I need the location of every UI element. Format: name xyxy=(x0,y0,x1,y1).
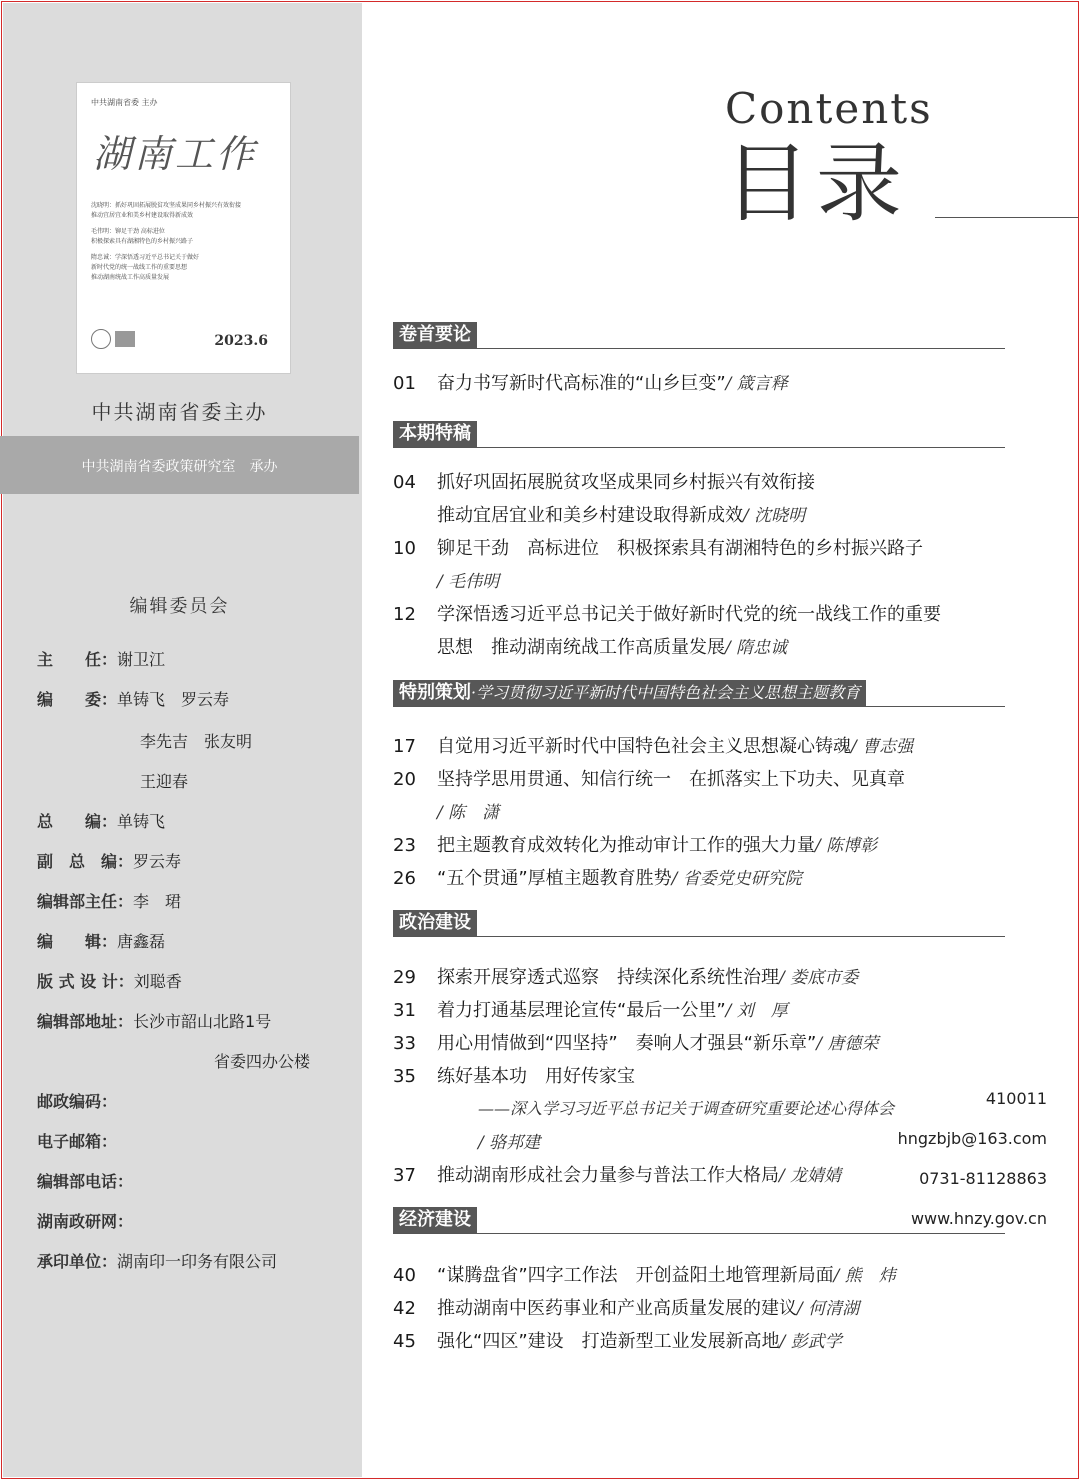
staff-value: www.hnzy.gov.cn xyxy=(910,1209,1047,1228)
contents-heading-zh: 目录 xyxy=(724,134,908,234)
toc-entry[interactable]: 10 铆足干劲 高标进位 积极探索具有湖湘特色的乡村振兴路子 xyxy=(393,538,923,559)
cover-brand: 湖南工作 xyxy=(93,132,258,176)
staff-value: hngzbjb@163.com xyxy=(897,1129,1047,1148)
cover-line: 毛伟明：铆足干劲 高标进位 积极探索具有湖湘特色的乡村振兴路子 xyxy=(91,228,194,245)
toc-entry-cont: / 骆邦建 xyxy=(478,1133,541,1153)
section-header: 特别策划·学习贯彻习近平新时代中国特色社会主义思想主题教育 xyxy=(393,680,1005,707)
staff-row: 湖南政研网： xyxy=(37,1212,134,1231)
section-header: 卷首要论 xyxy=(393,322,1005,349)
board-title: 编辑委员会 xyxy=(129,596,230,617)
cover-line: 隋忠诚：学深悟透习近平总书记关于做好 新时代党的统一战线工作的重要思想 推动湖南统战工作高质量发展 xyxy=(91,254,200,281)
staff-row: 省委四办公楼 xyxy=(214,1052,311,1071)
toc-entry[interactable]: 29 探索开展穿透式巡察 持续深化系统性治理/ 娄底市委 xyxy=(393,967,859,988)
section-header: 政治建设 xyxy=(393,910,1005,937)
toc-entry[interactable]: 04 抓好巩固拓展脱贫攻坚成果同乡村振兴有效衔接 xyxy=(393,472,815,493)
organizer: 中共湖南省委政策研究室 承办 xyxy=(81,459,278,475)
staff-value: 0731-81128863 xyxy=(919,1169,1047,1188)
toc-entry[interactable]: 42 推动湖南中医药事业和产业高质量发展的建议/ 何清湖 xyxy=(393,1298,860,1319)
toc-entry-cont: 推动宜居宜业和美乡村建设取得新成效/ 沈晓明 xyxy=(437,505,806,526)
toc-entry[interactable]: 23 把主题教育成效转化为推动审计工作的强大力量/ 陈博彰 xyxy=(393,835,878,856)
toc-entry[interactable]: 33 用心用情做到“四坚持” 奏响人才强县“新乐章”/ 唐德荣 xyxy=(393,1033,879,1054)
cover-issue: 2023.6 xyxy=(214,333,268,349)
cover-seal-icon xyxy=(91,329,111,349)
staff-row: 总 编：单铸飞 xyxy=(37,812,166,831)
staff-row: 编 辑：唐鑫磊 xyxy=(37,932,166,951)
staff-row: 副 总 编：罗云寿 xyxy=(37,852,182,871)
staff-row: 编辑部主任：李 珺 xyxy=(37,892,182,911)
cover-thumbnail xyxy=(76,82,291,374)
toc-entry[interactable]: 01 奋力书写新时代高标准的“山乡巨变”/ 箴言释 xyxy=(393,373,788,394)
staff-row: 王迎春 xyxy=(140,772,189,791)
cover-publisher: 中共湖南省委 主办 xyxy=(91,98,158,107)
toc-entry[interactable]: 17 自觉用习近平新时代中国特色社会主义思想凝心铸魂/ 曹志强 xyxy=(393,736,914,757)
toc-entry-cont: / 陈 潇 xyxy=(437,803,500,823)
contents-heading-en: Contents xyxy=(725,84,933,133)
sponsor: 中共湖南省委主办 xyxy=(91,400,268,424)
toc-entry-subtitle: ——深入学习习近平总书记关于调查研究重要论述心得体会 xyxy=(478,1099,895,1118)
staff-row: 邮政编码： xyxy=(37,1092,118,1111)
section-header: 本期特稿 xyxy=(393,421,1005,448)
staff-row: 电子邮箱： xyxy=(37,1132,118,1151)
title-rule xyxy=(935,217,1078,218)
toc-entry[interactable]: 45 强化“四区”建设 打造新型工业发展新高地/ 彭武学 xyxy=(393,1331,842,1352)
staff-row: 主 任：谢卫江 xyxy=(37,650,166,669)
staff-row: 编辑部地址：长沙市韶山北路1号 xyxy=(37,1012,272,1031)
toc-entry[interactable]: 31 着力打通基层理论宣传“最后一公里”/ 刘 厚 xyxy=(393,1000,788,1021)
cover-line: 沈晓明：抓好巩固拓展脱贫攻坚成果同乡村振兴有效衔接 推动宜居宜业和美乡村建设取得新成效 xyxy=(91,202,242,219)
cover-barcode-icon xyxy=(115,331,135,347)
toc-entry[interactable]: 40 “谋腾盘省”四字工作法 开创益阳土地管理新局面/ 熊 炜 xyxy=(393,1265,896,1286)
section-header: 经济建设 xyxy=(393,1207,1005,1234)
toc-entry-cont: / 毛伟明 xyxy=(437,572,500,592)
organizer-band xyxy=(0,436,359,494)
staff-row: 李先吉 张友明 xyxy=(140,732,253,751)
toc-entry[interactable]: 20 坚持学思用贯通、知信行统一 在抓落实上下功夫、见真章 xyxy=(393,769,905,790)
staff-row: 承印单位：湖南印一印务有限公司 xyxy=(37,1252,278,1271)
staff-value: 410011 xyxy=(985,1089,1047,1108)
toc-entry[interactable]: 35 练好基本功 用好传家宝 xyxy=(393,1066,635,1087)
staff-row: 版 式 设 计：刘聪香 xyxy=(37,972,182,991)
toc-entry[interactable]: 12 学深悟透习近平总书记关于做好新时代党的统一战线工作的重要 xyxy=(393,604,941,625)
staff-row: 编 委：单铸飞 罗云寿 xyxy=(37,690,230,709)
toc-entry[interactable]: 26 “五个贯通”厚植主题教育胜势/ 省委党史研究院 xyxy=(393,868,802,889)
toc-entry-cont: 思想 推动湖南统战工作高质量发展/ 隋忠诚 xyxy=(437,637,788,658)
staff-row: 编辑部电话： xyxy=(37,1172,134,1191)
toc-entry[interactable]: 37 推动湖南形成社会力量参与普法工作大格局/ 龙婧婧 xyxy=(393,1165,842,1186)
